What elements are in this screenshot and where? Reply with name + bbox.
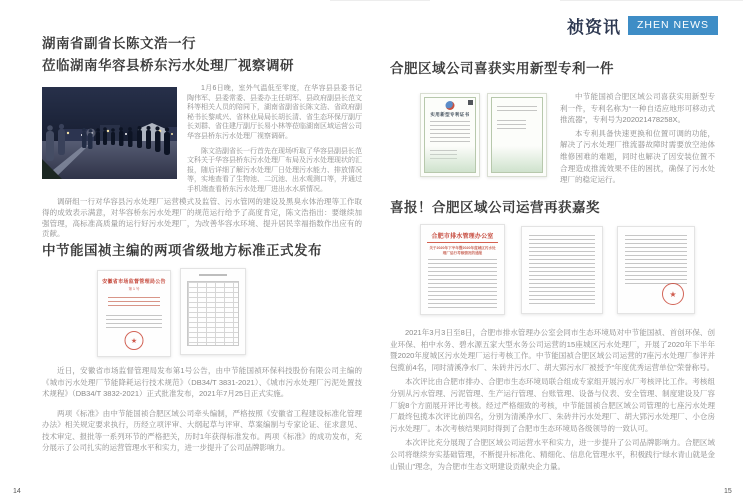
doc-text-lines	[106, 315, 162, 331]
paragraph: 本次评比充分展现了合肥区域公司运营水平和实力，进一步提升了公司品牌影响力。合肥区域公司将继续夯实基础管理，不断提升标准化、精细化、信息化管理水平，积极践行“绿水青山就是金山银山”理念，为合肥市生态文明建设贡献央企力量。	[390, 438, 715, 471]
doc-text-lines	[497, 120, 526, 130]
standards-table-document	[180, 268, 246, 355]
doc-text-lines	[529, 235, 595, 307]
masthead-title: 祯资讯	[567, 18, 621, 37]
table-header-line	[199, 274, 227, 276]
doc-text-lines	[430, 121, 470, 145]
paragraph: 陈文浩副省长一行首先在现场听取了华容县副县长范文科关于华容县桥东污水处理厂布局及污水处理现状的汇报，随后详细了解污水处理厂日处理污水能力、排放情况等，实地查看了生物池、二沉池、出水观测口等，并通过手机端查看桥东污水处理厂进出水水质情况。	[187, 147, 362, 193]
anhui-notice-number: 第 1 号	[128, 287, 140, 291]
paragraph: 本次评比由合肥市排办、合肥市生态环境局联合组成专家组开展污水厂考核评比工作。考核组分别从污水管理、污泥管理、生产运行管理、台账管理、设备与仪表、安全管理、制度建设及厂容厂貌8个方面展开评比考核。经过严格细致的考核，中节能国祯合肥区域公司管理的七座污水处理厂最终包揽本次评比前四名，分别为清溪净水厂、朱砖井污水处理厂、胡大郢污水处理厂、小仓房污水处理厂。本次考核结果同时得到了合肥市生态环境局各级领导的一致认可。	[390, 377, 715, 433]
official-seal: ★	[125, 331, 144, 350]
masthead-badge: ZHEN NEWS	[628, 16, 718, 35]
photo-illustration	[42, 87, 177, 179]
patent-article-text	[560, 91, 715, 191]
article-title-line2: 莅临湖南华容县桥东污水处理厂视察调研	[42, 58, 294, 73]
doc-text-lines	[108, 297, 160, 309]
patent-certificate-2	[487, 93, 547, 177]
page-edge-line	[560, 0, 743, 1]
certificate-title: 实用新型专利证书	[430, 112, 470, 117]
paragraph: 1月6日晚，室外气温低至零度，在华容县县委书记陶伟军、县委常委、县委办主任胡军、县政府副县长范文科等相关人员的陪同下，湖南省副省长陈文浩、省政府副秘书长黎咸兴、省林业局局长胡长清、省生态环保厅副厅长刘群、省住建厅副厅长易小林等莅临湖南区域运营公司华容县桥东污水处理厂视察调研。	[187, 85, 362, 140]
page-number-right: 15	[724, 488, 732, 495]
article-title-standards: 中节能国祯主编的两项省级地方标准正式发布	[42, 243, 322, 258]
page-number-left: 14	[13, 488, 21, 495]
paragraph: 近日，安徽省市场监督管理局发布第1号公告，由中节能国祯环保科技股份有限公司主编的《城市污水处理厂节能降耗运行技术规范》（DB34/T 3831-2021）、《城市污水处理厂污泥处置技术规程》（DB34/T 3832-2021）正式批准发布，2021年7月25日正式实施。	[42, 366, 362, 398]
page-edge-line	[330, 0, 430, 1]
certificate-footer	[425, 146, 475, 172]
masthead	[540, 13, 718, 38]
certificate-footer	[492, 146, 542, 172]
award-article-text	[390, 327, 715, 477]
paragraph: 2021年3月3日至8日，合肥市排水管理办公室会同市生态环境局对中节能国祯、首创环保、创业环保、柏中水务、碧水源五家大型水务公司运营的15座城区污水处理厂，开展了2020年下半年暨2020年度城区污水处理厂运行考核工作。中节能国祯合肥区域公司运营的7座污水处理厂参评并包揽前4名，同时清溪净水厂、朱砖井污水厂、胡大郢污水厂被授予“年度优秀运营单位”荣誉称号。	[390, 328, 715, 372]
article-title-hunan-visit	[42, 33, 294, 77]
official-seal: ★	[662, 283, 684, 305]
patent-certificate-1	[420, 93, 480, 177]
paragraph: 调研组一行对华容县污水处理厂运营模式及监管、污水管网的建设及黑臭水体治理等工作取得的成效表示满意，对华容桥东污水处理厂的规范运行给予了高度肯定，陈文浩指出：要继续加强管理，高标准高质量的运行好污水处理厂，为改善华容水环境、提升居民幸福指数作出应有的贡献。	[42, 197, 362, 239]
paragraph: 两项《标准》由中节能国祯合肥区域公司牵头编制，严格按照《安徽省工程建设标准化管理办法》相关规定要求执行，历经立项评审、大纲起草与评审、草案编制与专家论证、征求意见、技术审定、报批等一系列环节的严格把关，历时1年获得标准发布。两项《标准》的成功发布，充分展示了公司扎实的运营管理水平和实力，进一步提升了公司品牌影响力。	[42, 408, 362, 452]
hefei-report-subtitle: 关于2020年下半年暨2020年度城区污水处理厂运行考核情况的通报	[429, 246, 496, 255]
hefei-report-page-2	[521, 226, 603, 314]
anhui-notice-document	[97, 270, 171, 357]
cnipa-emblem-icon	[446, 101, 455, 110]
doc-text-lines	[625, 235, 687, 287]
table-grid	[187, 281, 239, 346]
article-title-line1: 湖南省副省长陈文浩一行	[42, 36, 196, 51]
doc-text-lines	[497, 106, 537, 114]
night-site-visit-photo	[42, 87, 177, 179]
article-title-patent: 合肥区域公司喜获实用新型专利一件	[390, 61, 614, 76]
article1-column-text	[187, 84, 362, 200]
hefei-office-title: 合肥市排水管理办公室	[427, 231, 498, 243]
paragraph: 中节能国祯合肥区域公司喜获实用新型专利一件，专利名称为“一种自适应地形可移动式推流器”，专利号为202021478258X。	[560, 92, 715, 125]
article1-continued-text	[42, 197, 362, 245]
article-title-award: 喜报！合肥区域公司运营再获嘉奖	[390, 200, 600, 215]
hefei-report-page-1	[420, 224, 505, 315]
doc-text-lines	[428, 259, 497, 309]
qr-code-icon	[468, 100, 473, 105]
article2-text	[42, 365, 362, 459]
hefei-report-page-3	[617, 226, 695, 314]
paragraph: 本专利具备快速更换和位置可调的功能，解决了污水处理厂推流器故障时需要放空池体维修困难的难题，同时也解决了因安装位置不合理造成推流效果不佳的困扰，确保了污水处理厂的稳定运行。	[560, 128, 715, 185]
anhui-notice-title: 安徽省市场监督管理局公告	[102, 279, 166, 285]
